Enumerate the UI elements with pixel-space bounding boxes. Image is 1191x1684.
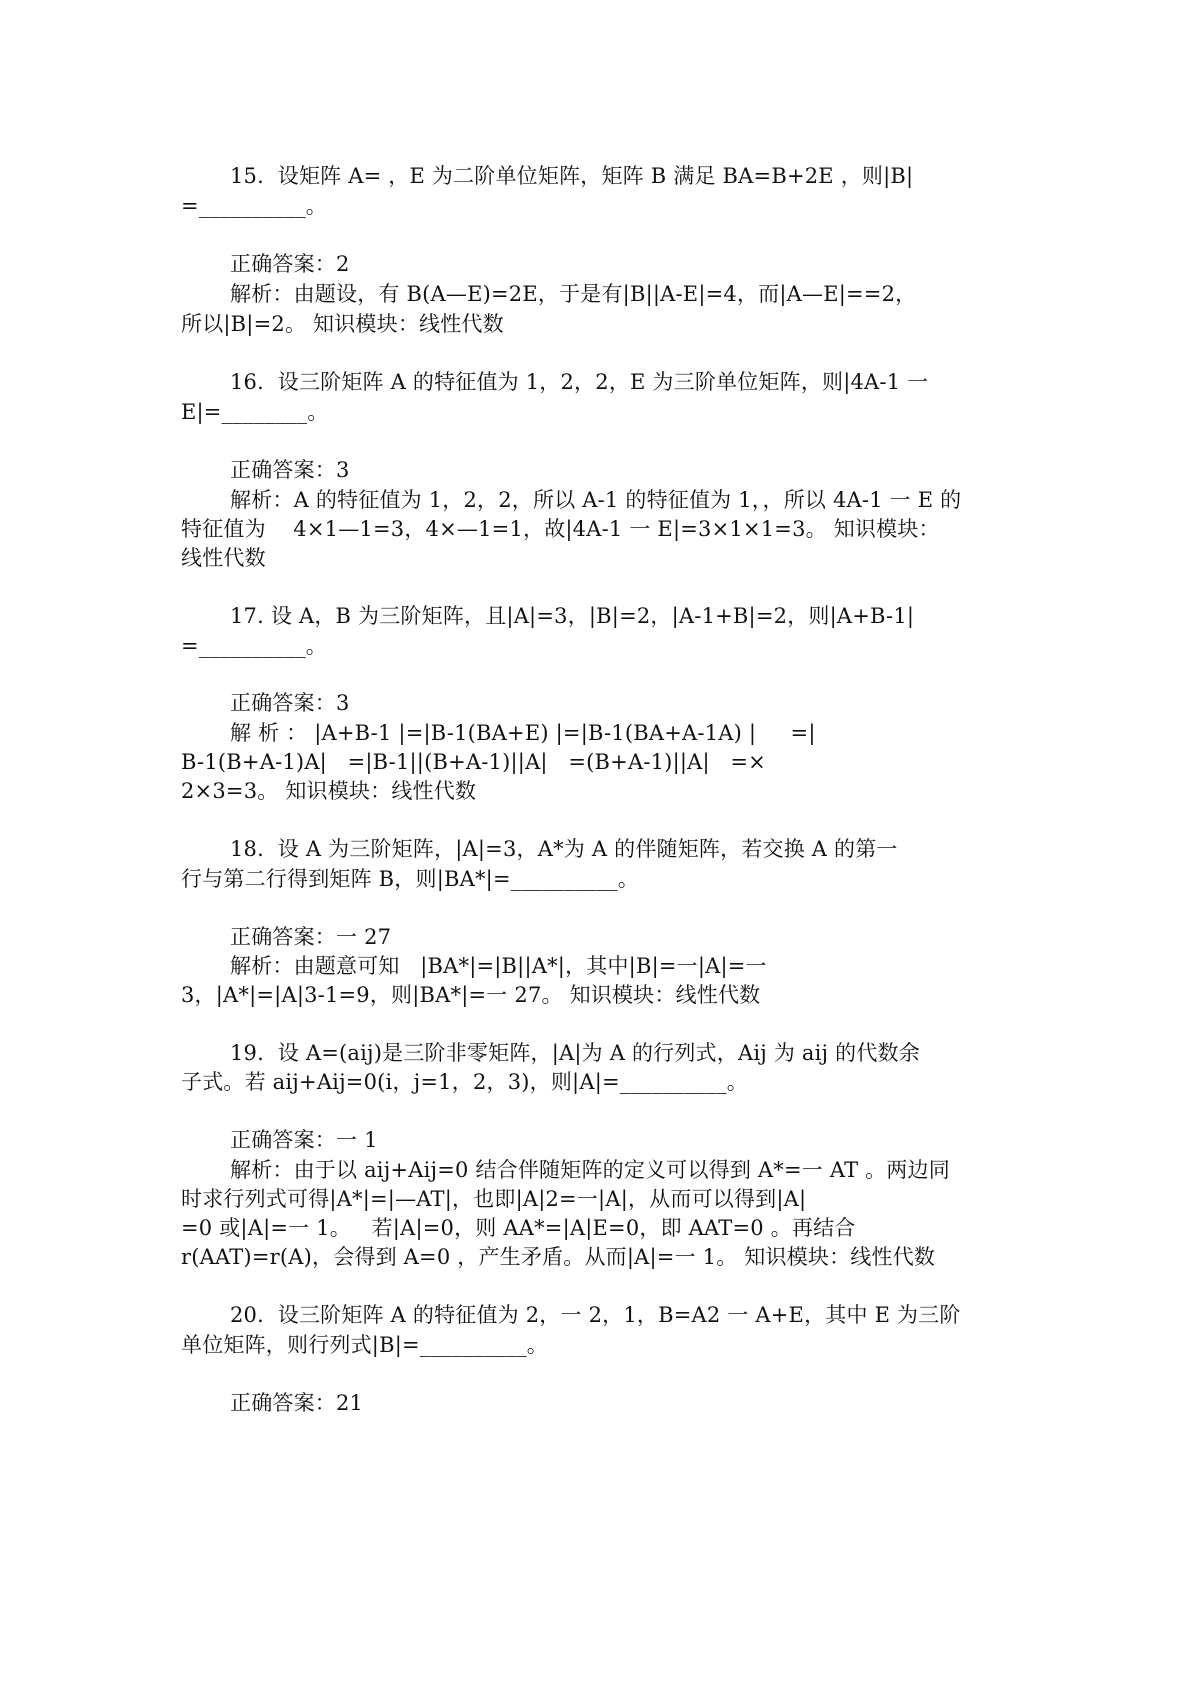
analysis-17-line-1: 解 析 ： |A+B-1 |=|B-1(BA+E) |=|B-1(BA+A-1A) | =| [230, 721, 816, 745]
question-19-line-2: 子式。若 aij+Aij=0(i，j=1，2，3)，则|A|=__________。 [181, 1070, 748, 1094]
analysis-16-line-1: 解析：A 的特征值为 1，2，2，所以 A-1 的特征值为 1，，所以 4A-1 一 E 的 [230, 488, 962, 512]
question-20-line-1: 20. 设三阶矩阵 A 的特征值为 2，一 2，1，B=A2 一 A+E，其中 E 为三阶 [230, 1303, 961, 1327]
question-19-line-1: 19. 设 A=(aij)是三阶非零矩阵，|A|为 A 的行列式，Aij 为 aij 的代数余 [230, 1041, 920, 1065]
analysis-19-line-4: r(AAT)=r(A)，会得到 A=0 ，产生矛盾。从而|A|=一 1。 知识模块：线性代数 [181, 1245, 936, 1269]
answer-19: 正确答案：一 1 [230, 1128, 378, 1152]
question-15-line-2: =__________。 [181, 194, 327, 218]
question-17-line-1: 17. 设 A，B 为三阶矩阵，且|A|=3，|B|=2，|A-1+B|=2，则|A+B-1| [230, 604, 915, 628]
analysis-19-line-2: 时求行列式可得|A*|=|—AT|，也即|A|2=一|A|，从而可以得到|A| [181, 1187, 807, 1211]
answer-18: 正确答案：一 27 [230, 925, 392, 949]
analysis-16-line-2: 特征值为 4×1—1=3，4×—1=1，故|4A-1 一 E|=3×1×1=3。 知识模块： [181, 517, 940, 541]
analysis-15-line-2: 所以|B|=2。 知识模块：线性代数 [181, 312, 504, 336]
analysis-15-line-1: 解析：由题设，有 B(A—E)=2E，于是有|B||A-E|=4，而|A—E|==2， [230, 282, 917, 306]
question-18-line-2: 行与第二行得到矩阵 B，则|BA*|=__________。 [181, 867, 639, 891]
answer-15: 正确答案：2 [230, 252, 350, 276]
analysis-19-line-1: 解析：由于以 aij+Aij=0 结合伴随矩阵的定义可以得到 A*=一 AT 。两边同 [230, 1158, 950, 1182]
analysis-17-line-2: B-1(B+A-1)A| =|B-1||(B+A-1)||A| =(B+A-1)||A| =× [181, 750, 766, 774]
analysis-16-line-3: 线性代数 [181, 546, 266, 570]
analysis-18-line-1: 解析：由题意可知 |BA*|=|B||A*|，其中|B|=一|A|=一 [230, 954, 767, 978]
question-18-line-1: 18. 设 A 为三阶矩阵，|A|=3，A*为 A 的伴随矩阵，若交换 A 的第一 [230, 837, 898, 861]
answer-16: 正确答案：3 [230, 458, 350, 482]
question-17-line-2: =__________。 [181, 634, 327, 658]
answer-17: 正确答案：3 [230, 691, 350, 715]
question-16-line-1: 16. 设三阶矩阵 A 的特征值为 1，2，2，E 为三阶单位矩阵，则|4A-1 一 [230, 370, 929, 394]
analysis-19-line-3: =0 或|A|=一 1。 若|A|=0，则 AA*=|A|E=0，即 AAT=0 。再结合 [181, 1216, 856, 1240]
question-16-line-2: E|=________。 [181, 400, 329, 424]
analysis-18-line-2: 3，|A*|=|A|3-1=9，则|BA*|=一 27。 知识模块：线性代数 [181, 983, 761, 1007]
question-15-line-1: 15. 设矩阵 A= ，E 为二阶单位矩阵，矩阵 B 满足 BA=B+2E ，则|B| [230, 164, 914, 188]
question-20-line-2: 单位矩阵，则行列式|B|=__________。 [181, 1333, 548, 1357]
answer-20: 正确答案：21 [230, 1391, 364, 1415]
analysis-17-line-3: 2×3=3。 知识模块：线性代数 [181, 779, 477, 803]
